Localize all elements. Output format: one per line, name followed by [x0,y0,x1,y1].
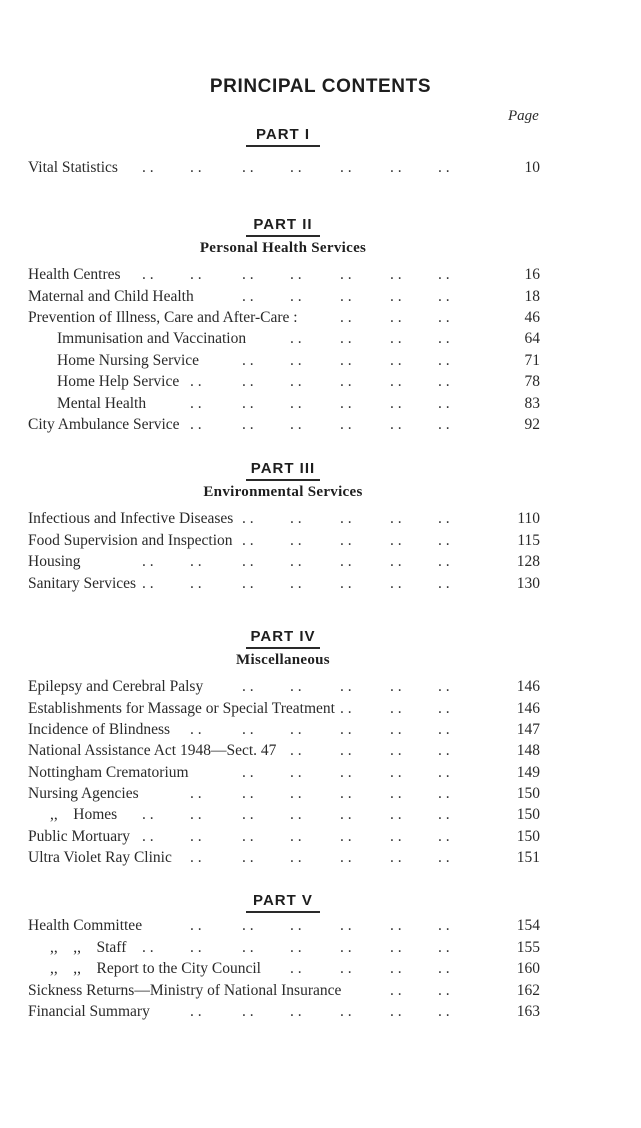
leader-dot: . . [390,700,402,717]
leader-dot: . . [290,917,302,934]
entry-page-number: 18 [524,288,540,305]
section-subheading: Miscellaneous [236,652,330,668]
leader-dot: . . [390,785,402,802]
entry-label: Maternal and Child Health [28,288,194,305]
entry-label: ,, Homes [50,806,118,823]
part-heading-text: PART IV [250,628,316,645]
toc-entry [28,372,540,392]
toc-entry [28,720,540,740]
leader-dot: . . [290,806,302,823]
leader-dot: . . [390,939,402,956]
toc-entry [28,329,540,349]
leader-dot: . . [340,721,352,738]
leader-dot: . . [438,352,450,369]
entry-page-number: 110 [517,510,540,527]
leader-dot: . . [142,939,154,956]
entry-label: Financial Summary [28,1003,150,1020]
leader-dot: . . [242,532,254,549]
entry-label: Health Centres [28,266,121,283]
leader-dot: . . [390,575,402,592]
leader-dot: . . [290,849,302,866]
leader-dot: . . [242,721,254,738]
leader-dot: . . [390,806,402,823]
section-subheading: Personal Health Services [199,240,367,256]
leader-dot: . . [190,266,202,283]
leader-dot: . . [340,849,352,866]
entry-page-number: 154 [516,917,540,934]
leader-dot: . . [290,288,302,305]
entry-label: City Ambulance Service [28,416,180,433]
entry-page-number: 147 [516,721,540,738]
leader-dot: . . [340,159,352,176]
leader-dot: . . [190,159,202,176]
leader-dot: . . [242,288,254,305]
leader-dot: . . [390,960,402,977]
leader-dot: . . [390,510,402,527]
leader-dot: . . [390,742,402,759]
leader-dot: . . [142,828,154,845]
leader-dot: . . [190,721,202,738]
entry-label: Home Help Service [57,373,180,390]
leader-dot: . . [242,159,254,176]
leader-dot: . . [242,764,254,781]
entry-label: Food Supervision and Inspection [28,532,233,549]
entry-label: Public Mortuary [28,828,131,845]
leader-dot: . . [340,785,352,802]
leader-dot: . . [290,742,302,759]
toc-entry [28,677,540,697]
leader-dot: . . [390,266,402,283]
section-subheading: Environmental Services [203,484,363,500]
leader-dot: . . [438,553,450,570]
leader-dot: . . [190,806,202,823]
entry-label: Vital Statistics [28,159,118,176]
entry-label: Ultra Violet Ray Clinic [28,849,172,866]
part-heading [0,216,566,237]
entry-page-number: 78 [524,373,540,390]
leader-dot: . . [438,266,450,283]
leader-dot: . . [390,373,402,390]
leader-dot: . . [290,939,302,956]
leader-dot: . . [290,1003,302,1020]
part-heading [0,460,566,481]
entry-page-number: 16 [524,266,540,283]
leader-dot: . . [142,553,154,570]
toc-entry [28,699,540,719]
leader-dot: . . [290,330,302,347]
leader-dot: . . [340,288,352,305]
leader-dot: . . [190,575,202,592]
entry-label: Incidence of Blindness [28,721,171,738]
entry-page-number: 83 [524,395,540,412]
leader-dot: . . [390,416,402,433]
leader-dot: . . [242,266,254,283]
leader-dot: . . [390,678,402,695]
leader-dot: . . [190,917,202,934]
part-heading-text: PART III [250,460,316,477]
leader-dot: . . [390,309,402,326]
leader-dot: . . [340,352,352,369]
toc-entry [28,351,540,371]
leader-dot: . . [290,532,302,549]
leader-dot: . . [190,785,202,802]
leader-dot: . . [242,575,254,592]
leader-dot: . . [438,828,450,845]
leader-dot: . . [438,395,450,412]
part-heading-text: PART V [253,892,313,909]
leader-dot: . . [390,917,402,934]
leader-dot: . . [242,849,254,866]
leader-dot: . . [340,373,352,390]
leader-dot: . . [438,700,450,717]
leader-dot: . . [242,828,254,845]
leader-dot: . . [190,373,202,390]
leader-dot: . . [438,510,450,527]
leader-dot: . . [340,532,352,549]
leader-dot: . . [142,266,154,283]
leader-dot: . . [290,395,302,412]
toc-entry [28,531,540,551]
heading-underline [246,647,320,649]
part-heading [0,126,566,147]
leader-dot: . . [190,395,202,412]
leader-dot: . . [290,416,302,433]
leader-dot: . . [242,939,254,956]
leader-dot: . . [438,416,450,433]
entry-label: Prevention of Illness, Care and After-Care : [28,309,298,326]
leader-dot: . . [340,960,352,977]
leader-dot: . . [438,330,450,347]
leader-dot: . . [438,742,450,759]
entry-label: Sanitary Services [28,575,137,592]
entry-label: Mental Health [57,395,147,412]
leader-dot: . . [290,828,302,845]
entry-label: Epilepsy and Cerebral Palsy [28,678,204,695]
leader-dot: . . [340,828,352,845]
leader-dot: . . [438,288,450,305]
entry-page-number: 163 [516,1003,540,1020]
leader-dot: . . [438,575,450,592]
leader-dot: . . [340,764,352,781]
leader-dot: . . [438,721,450,738]
entry-page-number: 151 [516,849,540,866]
leader-dot: . . [438,764,450,781]
leader-dot: . . [242,510,254,527]
leader-dot: . . [290,510,302,527]
entry-page-number: 115 [517,532,540,549]
leader-dot: . . [340,1003,352,1020]
leader-dot: . . [390,330,402,347]
leader-dot: . . [340,266,352,283]
page-title: PRINCIPAL CONTENTS [209,76,432,97]
leader-dot: . . [242,678,254,695]
entry-label: Housing [28,553,81,570]
toc-entry [28,308,540,328]
leader-dot: . . [340,700,352,717]
leader-dot: . . [190,939,202,956]
heading-underline [246,235,320,237]
leader-dot: . . [438,917,450,934]
toc-entry [28,938,540,958]
leader-dot: . . [438,373,450,390]
toc-entry [28,415,540,435]
toc-entry [28,1002,540,1022]
leader-dot: . . [390,553,402,570]
leader-dot: . . [438,806,450,823]
toc-entry [28,158,540,178]
toc-entry [28,552,540,572]
leader-dot: . . [290,159,302,176]
leader-dot: . . [390,288,402,305]
leader-dot: . . [290,764,302,781]
entry-page-number: 160 [516,960,540,977]
leader-dot: . . [340,742,352,759]
leader-dot: . . [242,416,254,433]
leader-dot: . . [340,330,352,347]
heading-underline [246,479,320,481]
leader-dot: . . [190,553,202,570]
leader-dot: . . [438,982,450,999]
part-heading-text: PART I [255,126,311,143]
entry-label: Infectious and Infective Diseases [28,510,234,527]
entry-label: Nottingham Crematorium [28,764,189,781]
leader-dot: . . [390,828,402,845]
entry-page-number: 150 [516,828,540,845]
leader-dot: . . [190,849,202,866]
leader-dot: . . [242,785,254,802]
entry-page-number: 10 [524,159,540,176]
entry-label: ,, ,, Report to the City Council [50,960,261,977]
leader-dot: . . [290,373,302,390]
entry-page-number: 149 [516,764,540,781]
toc-entry [28,287,540,307]
leader-dot: . . [290,575,302,592]
entry-page-number: 150 [516,806,540,823]
entry-page-number: 64 [524,330,540,347]
toc-entry [28,574,540,594]
entry-label: Sickness Returns—Ministry of National Insurance [28,982,342,999]
entry-page-number: 128 [516,553,540,570]
leader-dot: . . [438,1003,450,1020]
leader-dot: . . [438,309,450,326]
leader-dot: . . [390,1003,402,1020]
leader-dot: . . [390,352,402,369]
leader-dot: . . [290,785,302,802]
leader-dot: . . [340,309,352,326]
leader-dot: . . [190,416,202,433]
leader-dot: . . [340,416,352,433]
leader-dot: . . [340,678,352,695]
entry-page-number: 146 [516,678,540,695]
entry-label: ,, ,, Staff [50,939,127,956]
leader-dot: . . [340,395,352,412]
leader-dot: . . [290,553,302,570]
leader-dot: . . [290,678,302,695]
leader-dot: . . [340,510,352,527]
entry-page-number: 155 [516,939,540,956]
part-heading-text: PART II [253,216,313,233]
entry-page-number: 150 [516,785,540,802]
leader-dot: . . [142,575,154,592]
toc-entry [28,916,540,936]
leader-dot: . . [242,395,254,412]
leader-dot: . . [438,532,450,549]
entry-page-number: 46 [524,309,540,326]
leader-dot: . . [390,721,402,738]
leader-dot: . . [242,806,254,823]
leader-dot: . . [340,939,352,956]
toc-entry [28,741,540,761]
toc-entry [28,981,540,1001]
part-heading [0,628,566,649]
part-heading [0,892,566,913]
toc-entry [28,805,540,825]
entry-page-number: 148 [516,742,540,759]
toc-entry [28,265,540,285]
leader-dot: . . [438,785,450,802]
leader-dot: . . [340,575,352,592]
leader-dot: . . [438,939,450,956]
toc-entry [28,784,540,804]
leader-dot: . . [438,159,450,176]
entry-label: Immunisation and Vaccination [57,330,247,347]
heading-underline [246,911,320,913]
leader-dot: . . [242,917,254,934]
leader-dot: . . [290,266,302,283]
leader-dot: . . [390,764,402,781]
leader-dot: . . [340,806,352,823]
entry-page-number: 71 [524,352,540,369]
heading-underline [246,145,320,147]
leader-dot: . . [438,849,450,866]
leader-dot: . . [242,1003,254,1020]
toc-entry [28,509,540,529]
entry-page-number: 162 [516,982,540,999]
leader-dot: . . [390,159,402,176]
toc-entry [28,959,540,979]
leader-dot: . . [242,553,254,570]
leader-dot: . . [190,828,202,845]
entry-label: Health Committee [28,917,143,934]
leader-dot: . . [340,553,352,570]
entry-page-number: 130 [516,575,540,592]
toc-entry [28,827,540,847]
entry-label: Home Nursing Service [57,352,200,369]
leader-dot: . . [290,960,302,977]
leader-dot: . . [390,532,402,549]
toc-entry [28,763,540,783]
leader-dot: . . [242,373,254,390]
leader-dot: . . [142,159,154,176]
leader-dot: . . [340,917,352,934]
leader-dot: . . [390,849,402,866]
leader-dot: . . [290,721,302,738]
leader-dot: . . [290,352,302,369]
entry-label: Nursing Agencies [28,785,139,802]
leader-dot: . . [242,352,254,369]
page-column-heading: Page [508,108,539,124]
entry-label: National Assistance Act 1948—Sect. 47 [28,742,277,759]
entry-label: Establishments for Massage or Special Treatment [28,700,335,717]
toc-entry [28,848,540,868]
leader-dot: . . [390,395,402,412]
toc-entry [28,394,540,414]
entry-page-number: 92 [524,416,540,433]
entry-page-number: 146 [516,700,540,717]
leader-dot: . . [390,982,402,999]
leader-dot: . . [438,678,450,695]
leader-dot: . . [142,806,154,823]
leader-dot: . . [190,1003,202,1020]
leader-dot: . . [438,960,450,977]
